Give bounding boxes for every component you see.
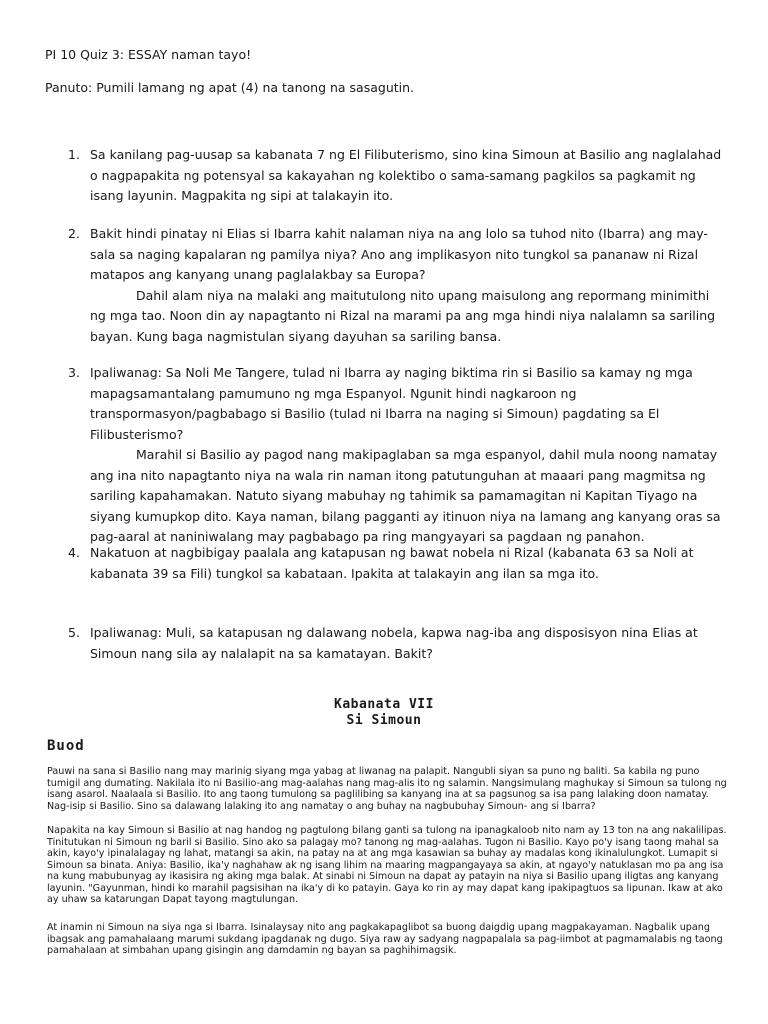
question-item <box>68 145 728 207</box>
summary-paragraph: Pauwi na sana si Basilio nang may marinig siyang mga yabag at liwanag na palapit. Nangubli siyan sa puno ng baliti. Sa kabila ng puno tumigil ang dumating. Nakilala ito ni Basilio-ang mag-aalahas nang mag-alis ito ng salamin. Nangsimulang maghukay si Simoun sa tulong ng isang asarol. Naalaala si Basilio. Ito ang taong tumulong sa paglilibing sa kanyang ina at sa pagsunog sa isa pang lalaking doon namatay. Nag-isip si Basilio. Sino sa dalawang lalaking ito ang namatay o ang buhay na nagbubuhay Simoun- ang si Ibarra? <box>47 766 727 812</box>
summary-heading: Buod <box>47 738 85 754</box>
question-number: 4. <box>68 545 80 560</box>
question-number: 3. <box>68 365 80 380</box>
question-number: 1. <box>68 147 80 162</box>
summary-paragraph: At inamin ni Simoun na siya nga si Ibarra. Isinalaysay nito ang pagkakapaglibot sa buong daigdig upang magpakayaman. Nagbalik upang ibagsak ang pamahalaang marumi sukdang ipagdanak ng dugo. Siya raw ay sadyang nagpapalala sa pag-iimbot at pagmamalabis ng taong pamahalaan at simbahan upang gisingin ang damdamin ng bayan sa paghihimagsik. <box>47 922 723 956</box>
question-text: Nakatuon at nagbibigay paalala ang katapusan ng bawat nobela ni Rizal (kabanata 63 sa Noli at kabanata 39 sa Fili) tungkol sa kabataan. Ipakita at talakayin ang ilan sa mga ito. <box>90 545 694 581</box>
question-text: Sa kanilang pag-uusap sa kabanata 7 ng El Filibuterismo, sino kina Simoun at Basilio ang naglalahad o nagpapakita ng potensyal sa kakayahan ng kolektibo o sama-samang pagkilos sa pagkamit ng isang layunin. Magpakita ng sipi at talakayin ito. <box>90 147 722 203</box>
summary-paragraph: Napakita na kay Simoun si Basilio at nag handog ng pagtulong bilang ganti sa tulong na ipanagkaloob nito nam ay 13 ton na ang nakalilipas. Tinitutukan ni Simoun ng baril si Basilio. Sino ako sa palagay mo? tanong ng mag-aalahas. Tugon ni Basilio. Kayo po'y isang taong mahal sa akin, kayo'y ipinalalagay ng lahat, matangi sa akin, na patay na at ang mga kasawian sa buhay ay madalas kong ikinalulungkot. Lumapit si Simoun sa binata. Aniya: Basilio, ika'y naghahaw ak ng isang lihim na maaring magpangayaya sa akin, at ngayo'y natuklasan mo pa ang isa na kung mabubunyag ay ikasisira ng aking mga balak. At sinabi ni Simoun na dapat ay patayin na niya si Basilio upang iligtas ang kanyang layunin. "Gayunman, hindi ko marahil pagsisihan na ika'y di ko patayin. Gaya ko rin ay may dapat kang ipakipagtuos sa lipunan. Ikaw at ako ay uhaw sa katarungan Dapat tayong magtulungan. <box>47 825 727 905</box>
quiz-title: PI 10 Quiz 3: ESSAY naman tayo! <box>45 47 252 62</box>
chapter-subtitle: Si Simoun <box>346 713 422 728</box>
question-text: Bakit hindi pinatay ni Elias si Ibarra kahit nalaman niya na ang lolo sa tuhod nito (Ibarra) ang may-sala sa naging kapalaran ng pamilya niya? Ano ang implikasyon nito tungkol sa pananaw ni Rizal matapos ang kanyang unang paglalakbay sa Europa? <box>90 226 708 282</box>
question-text: Ipaliwanag: Sa Noli Me Tangere, tulad ni Ibarra ay naging biktima rin si Basilio sa kamay ng mga mapagsamantalang pamumuno ng mga Espanyol. Ngunit hindi nagkaroon ng transpormasyon/pagbabago si Basilio (tulad ni Ibarra na naging si Simoun) pagdating sa El Filibusterismo? <box>90 365 693 442</box>
chapter-title: Kabanata VII <box>334 697 434 712</box>
question-number: 5. <box>68 625 80 640</box>
answer-text: Dahil alam niya na malaki ang maitutulong nito upang maisulong ang repormang minimithi ng mga tao. Noon din ay napagtanto ni Rizal na marami pa ang mga hindi niya nalalamn sa sariling bayan. Kung baga nagmistulan siyang dayuhan sa sariling bansa. <box>90 287 716 344</box>
question-item <box>68 224 728 347</box>
question-item <box>68 543 728 584</box>
question-item <box>68 363 728 548</box>
question-text: Ipaliwanag: Muli, sa katapusan ng dalawang nobela, kapwa nag-iba ang disposisyon nina Elias at Simoun nang sila ay nalalapit na sa kamatayan. Bakit? <box>90 625 698 661</box>
question-number: 2. <box>68 226 80 241</box>
question-item <box>68 623 728 664</box>
answer-text: Marahil si Basilio ay pagod nang makipaglaban sa mga espanyol, dahil mula noong namatay ang ina nito napagtanto niya na wala rin naman itong patutunguhan at maaari pang magmitsa ng sariling kapahamakan. Natuto siyang mabuhay ng tahimik sa pamamagitan ni Kapitan Tiyago na siyang kumupkop dito. Kaya naman, bilang pagganti ay itinuon niya na lamang ang kanyang oras sa pag-aaral at naniniwalang may pagbabago pa ring mangyayari sa pagdaan ng panahon. <box>90 447 721 544</box>
quiz-instructions: Panuto: Pumili lamang ng apat (4) na tanong na sasagutin. <box>45 80 415 95</box>
